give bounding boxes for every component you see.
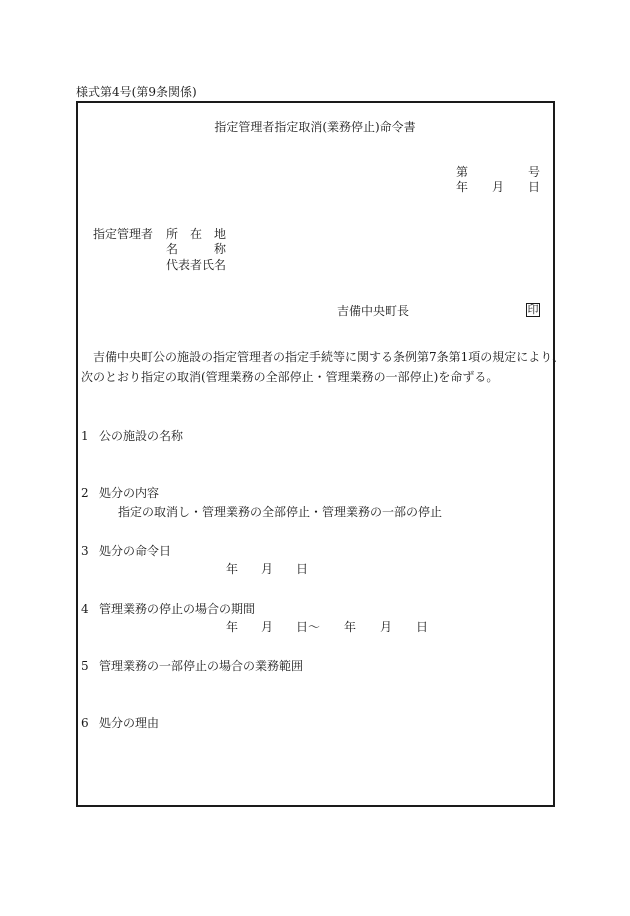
name-label: 名 称 bbox=[166, 242, 227, 256]
item-4-year: 年 bbox=[226, 620, 239, 634]
item-4-day-to: 日〜 bbox=[296, 620, 321, 634]
item-3-day: 日 bbox=[296, 562, 309, 576]
item-5-number: 5 bbox=[81, 659, 89, 673]
issuer-name: 吉備中央町長 bbox=[337, 304, 410, 318]
item-2-label: 処分の内容 bbox=[99, 486, 160, 500]
document-title: 指定管理者指定取消(業務停止)命令書 bbox=[214, 120, 416, 134]
doc-date-month: 月 bbox=[492, 180, 505, 194]
body-line-1: 吉備中央町公の施設の指定管理者の指定手続等に関する条例第7条第1項の規定により、 bbox=[93, 350, 565, 364]
body-line-2: 次のとおり指定の取消(管理業務の全部停止・管理業務の一部停止)を命ずる。 bbox=[81, 370, 499, 384]
item-2-detail: 指定の取消し・管理業務の全部停止・管理業務の一部の停止 bbox=[118, 505, 443, 519]
item-1-label: 公の施設の名称 bbox=[99, 429, 184, 443]
recipient-label: 指定管理者 bbox=[93, 227, 154, 241]
item-2-number: 2 bbox=[81, 486, 89, 500]
doc-number-go: 号 bbox=[528, 165, 541, 179]
doc-date-day: 日 bbox=[528, 180, 541, 194]
item-4-month2: 月 bbox=[380, 620, 393, 634]
item-4-month: 月 bbox=[261, 620, 274, 634]
document-frame bbox=[76, 101, 555, 807]
doc-number-dai: 第 bbox=[456, 165, 469, 179]
item-3-label: 処分の命令日 bbox=[99, 544, 172, 558]
item-4-label: 管理業務の停止の場合の期間 bbox=[99, 602, 256, 616]
item-4-number: 4 bbox=[81, 602, 89, 616]
item-4-year2: 年 bbox=[344, 620, 357, 634]
item-3-year: 年 bbox=[226, 562, 239, 576]
item-3-number: 3 bbox=[81, 544, 89, 558]
item-6-number: 6 bbox=[81, 716, 89, 730]
item-5-label: 管理業務の一部停止の場合の業務範囲 bbox=[99, 659, 304, 673]
representative-label: 代表者氏名 bbox=[166, 258, 227, 272]
seal-mark: 印 bbox=[527, 303, 539, 316]
doc-date-year: 年 bbox=[456, 180, 469, 194]
item-4-day2: 日 bbox=[416, 620, 429, 634]
address-label: 所 在 地 bbox=[166, 227, 227, 241]
item-1-number: 1 bbox=[81, 429, 89, 443]
form-label: 様式第4号(第9条関係) bbox=[76, 85, 197, 99]
item-3-month: 月 bbox=[261, 562, 274, 576]
item-6-label: 処分の理由 bbox=[99, 716, 160, 730]
